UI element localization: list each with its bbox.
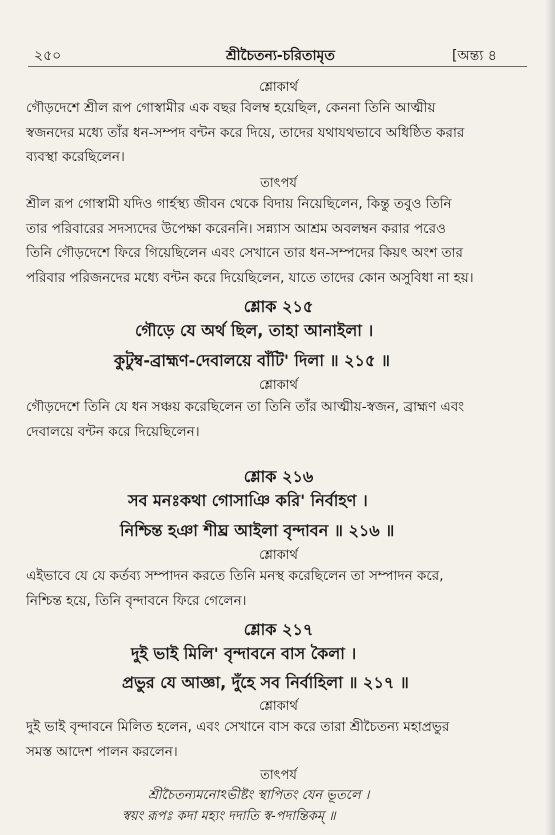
paragraph-line: স্বজনদের মধ্যে তাঁর ধন-সম্পদ বন্টন করে দিয়ে, তাদের যথাযথভাবে অধিষ্ঠিত করার — [26, 124, 465, 141]
translation-paragraph — [26, 715, 531, 764]
page-edge-shadow — [545, 0, 555, 835]
sanskrit-line: শ্রীচৈতন্যমনোঽভীষ্টং স্থাপিতং যেন ভূতলে । — [148, 788, 370, 803]
verse-line: কুটুম্ব-ব্রাহ্মণ-দেবালয়ে বাঁটি' দিলা ॥ ২১৫ ॥ — [114, 351, 390, 370]
paragraph-line: দুই ভাই বৃন্দাবনে মিলিত হলেন, এবং সেখানে বাস করে তারা শ্রীচৈতন্য মহাপ্রভুর — [26, 719, 450, 735]
translation-heading: শ্লোকার্থ — [259, 80, 298, 95]
verse-heading: শ্লোক ২১৭ — [243, 620, 314, 639]
paragraph-line: পরিবার পরিজনদের মধ্যে বন্টন করে দিয়েছিলেন, যাতে তাদের কোন অসুবিধা না হয়। — [26, 269, 474, 286]
paragraph-line: সমস্ত আদেশ পালন করলেন। — [26, 743, 178, 760]
translation-paragraph — [26, 96, 531, 170]
translation-paragraph — [26, 564, 531, 613]
sanskrit-line: স্বয়ং রূপঃ কদা মহ্যং দদাতি স্ব-পদান্তিকম্ ॥ — [122, 809, 336, 824]
book-title: শ্রীচৈতন্য-চরিতামৃত — [226, 48, 335, 64]
verse-heading: শ্লোক ২১৬ — [243, 467, 314, 486]
paragraph-line: গৌড়দেশে তিনি যে ধন সঞ্চয় করেছিলেন তা তিনি তাঁর আত্মীয়-স্বজন, ব্রাহ্মণ এবং — [26, 399, 465, 415]
paragraph-line: তার পরিবারের সদস্যদের উপেক্ষা করেননি। সন্ন্যাস আশ্রম অবলম্বন করার পরেও — [26, 220, 446, 237]
verse-line: প্রভুর যে আজ্ঞা, দুঁহে সব নির্বাহিলা ॥ ২১৭ ॥ — [122, 673, 409, 692]
canto-label: [অন্ত্য ৪ — [452, 48, 497, 64]
verse-line: দুই ভাই মিলি' বৃন্দাবনে বাস কৈলা । — [131, 644, 357, 663]
paragraph-line: গৌড়দেশে শ্রীল রূপ গোস্বামীর এক বছর বিলম্ব হয়েছিল, কেননা তিনি আত্মীয় — [26, 100, 436, 116]
verse-line: সব মনঃকথা গোসাঞি করি' নির্বাহণ । — [128, 491, 368, 510]
translation-heading: শ্লোকার্থ — [259, 548, 298, 563]
page-number: ২৫০ — [34, 48, 62, 64]
header-divider — [28, 66, 527, 67]
purport-heading: তাৎপর্য — [260, 176, 297, 191]
verse-line: গৌড়ে যে অর্থ ছিল, তাহা আনাইলা । — [135, 321, 374, 340]
paragraph-line: তিনি গৌড়দেশে ফিরে গিয়েছিলেন এবং সেখানে তার ধন-সম্পদের কিয়ৎ অংশ তার — [26, 245, 463, 261]
paragraph-line: এইভাবে যে যে কর্তব্য সম্পাদন করতে তিনি মনস্থ করেছিলেন তা সম্পাদন করে, — [26, 568, 444, 584]
translation-paragraph — [26, 395, 531, 444]
translation-heading: শ্লোকার্থ — [259, 378, 298, 393]
purport-heading: তাৎপর্য — [260, 768, 297, 783]
paragraph-line: শ্রীল রূপ গোস্বামী যদিও গার্হস্থ্য জীবন থেকে বিদায় নিয়েছিলেন, কিন্তু তবুও তিনি — [26, 196, 452, 212]
translation-heading: শ্লোকার্থ — [259, 699, 298, 714]
verse-heading: শ্লোক ২১৫ — [243, 297, 314, 316]
verse-line: নিশ্চিন্ত হঞা শীঘ্র আইলা বৃন্দাবন ॥ ২১৬ ॥ — [120, 521, 395, 540]
paragraph-line: নিশ্চিন্ত হয়ে, তিনি বৃন্দাবনে ফিরে গেলেন। — [26, 592, 247, 609]
purport-paragraph — [26, 192, 531, 290]
paragraph-line: ব্যবস্থা করেছিলেন। — [26, 149, 125, 165]
paragraph-line: দেবালয়ে বন্টন করে দিয়েছিলেন। — [26, 423, 200, 440]
